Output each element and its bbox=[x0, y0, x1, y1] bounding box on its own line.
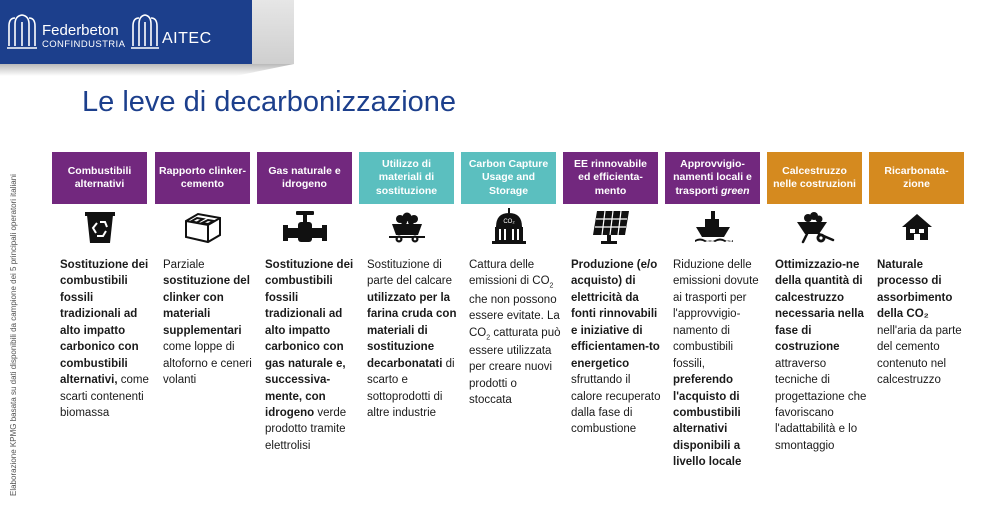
svg-text:CO₂: CO₂ bbox=[502, 219, 515, 225]
lever-ricarbonatazione bbox=[869, 152, 964, 387]
lever-heading: Calcestruzzo nelle costruzioni bbox=[767, 152, 862, 204]
federbeton-emblem-icon bbox=[6, 12, 38, 50]
cement-block-icon bbox=[155, 206, 250, 248]
aitec-name: AITEC bbox=[162, 30, 212, 47]
lever-materiali-sostituzione bbox=[359, 152, 457, 419]
lever-heading: Carbon Capture Usage and Storage bbox=[461, 152, 556, 204]
lever-description: Naturale processo di assorbimento della CO₂ nell'aria da parte del cemento contenuto nel calcestruzzo bbox=[877, 259, 962, 387]
house-icon bbox=[869, 206, 964, 248]
wheelbarrow-icon bbox=[767, 206, 862, 248]
recycle-bin-icon bbox=[52, 206, 147, 248]
lever-heading: Ricarbonata-zione bbox=[869, 152, 964, 204]
lever-description: Cattura delle emissioni di $CO_2$ che non possono essere evitate. La $CO_2$ catturata può essere utilizzata per creare nuovi prodotti o stoccata bbox=[469, 259, 561, 407]
lever-description: Sostituzione di parte del calcare utilizzato per la farina cruda con materiali di sostituzione decarbonatati di scarto e sottoprodotti di altre industrie bbox=[367, 259, 457, 419]
lever-description: Produzione (e/o acquisto) di elettricità da fonti rinnovabili e iniziative di efficientamen-to energetico sfruttando il calore recuperato dalla fase di combustione bbox=[571, 259, 661, 436]
federbeton-logo bbox=[6, 12, 124, 52]
lever-heading: Approvvigio-namenti locali e trasporti green bbox=[665, 152, 760, 204]
lever-description: Riduzione delle emissioni dovute ai trasporti per l'approvvigio-namento di combustibili fossili, preferendo l'acquisto di combustibili alternativi disponibili a livello locale bbox=[673, 259, 759, 469]
lever-heading: Combustibili alternativi bbox=[52, 152, 147, 204]
lever-heading: Utilizzo di materiali di sostituzione bbox=[359, 152, 454, 204]
solar-panel-icon bbox=[563, 206, 658, 248]
lever-description: Sostituzione dei combustibili fossili tradizionali ad alto impatto carbonico con combustibili alternativi, come scarti contenenti biomassa bbox=[60, 259, 149, 419]
lever-description: Ottimizzazio-ne della quantità di calcestruzzo necessaria nella fase di costruzione attraverso tecniche di progettazione che favoriscano l'adattabilità e lo smontaggio bbox=[775, 259, 867, 452]
lever-calcestruzzo-costruzioni bbox=[767, 152, 867, 452]
co2-storage-tank-icon bbox=[461, 206, 556, 248]
side-note-text: Elaborazione KPMG basata su dati disponibili da campione dei 5 principali operatori italiani bbox=[9, 174, 18, 496]
header-shadow bbox=[0, 64, 294, 76]
pipeline-valve-icon bbox=[257, 206, 352, 248]
lever-description: Parziale sostituzione del clinker con materiali supplementari come loppe di altoforno e ceneri volanti bbox=[163, 259, 252, 387]
lever-approvvigionamenti-locali bbox=[665, 152, 760, 469]
lever-description: Sostituzione dei combustibili fossili tradizionali ad alto impatto carbonico con gas naturale e, successiva-mente, con idrogeno verde prodotto tramite elettrolisi bbox=[265, 259, 354, 452]
lever-carbon-capture bbox=[461, 152, 561, 407]
lever-heading: EE rinnovabile ed efficienta-mento bbox=[563, 152, 658, 204]
aitec-emblem-icon bbox=[130, 12, 160, 50]
page-title: Le leve di decarbonizzazione bbox=[82, 86, 457, 118]
lever-ee-rinnovabile bbox=[563, 152, 661, 436]
federbeton-sub: CONFINDUSTRIA bbox=[42, 39, 126, 50]
lever-gas-naturale-idrogeno bbox=[257, 152, 354, 452]
federbeton-name: Federbeton bbox=[42, 22, 119, 39]
lever-combustibili-alternativi bbox=[52, 152, 149, 419]
aitec-logo bbox=[130, 12, 220, 52]
lever-heading: Gas naturale e idrogeno bbox=[257, 152, 352, 204]
lever-heading: Rapporto clinker-cemento bbox=[155, 152, 250, 204]
mine-cart-icon bbox=[359, 206, 454, 248]
cargo-ship-icon bbox=[665, 206, 760, 248]
lever-rapporto-clinker-cemento bbox=[155, 152, 252, 387]
